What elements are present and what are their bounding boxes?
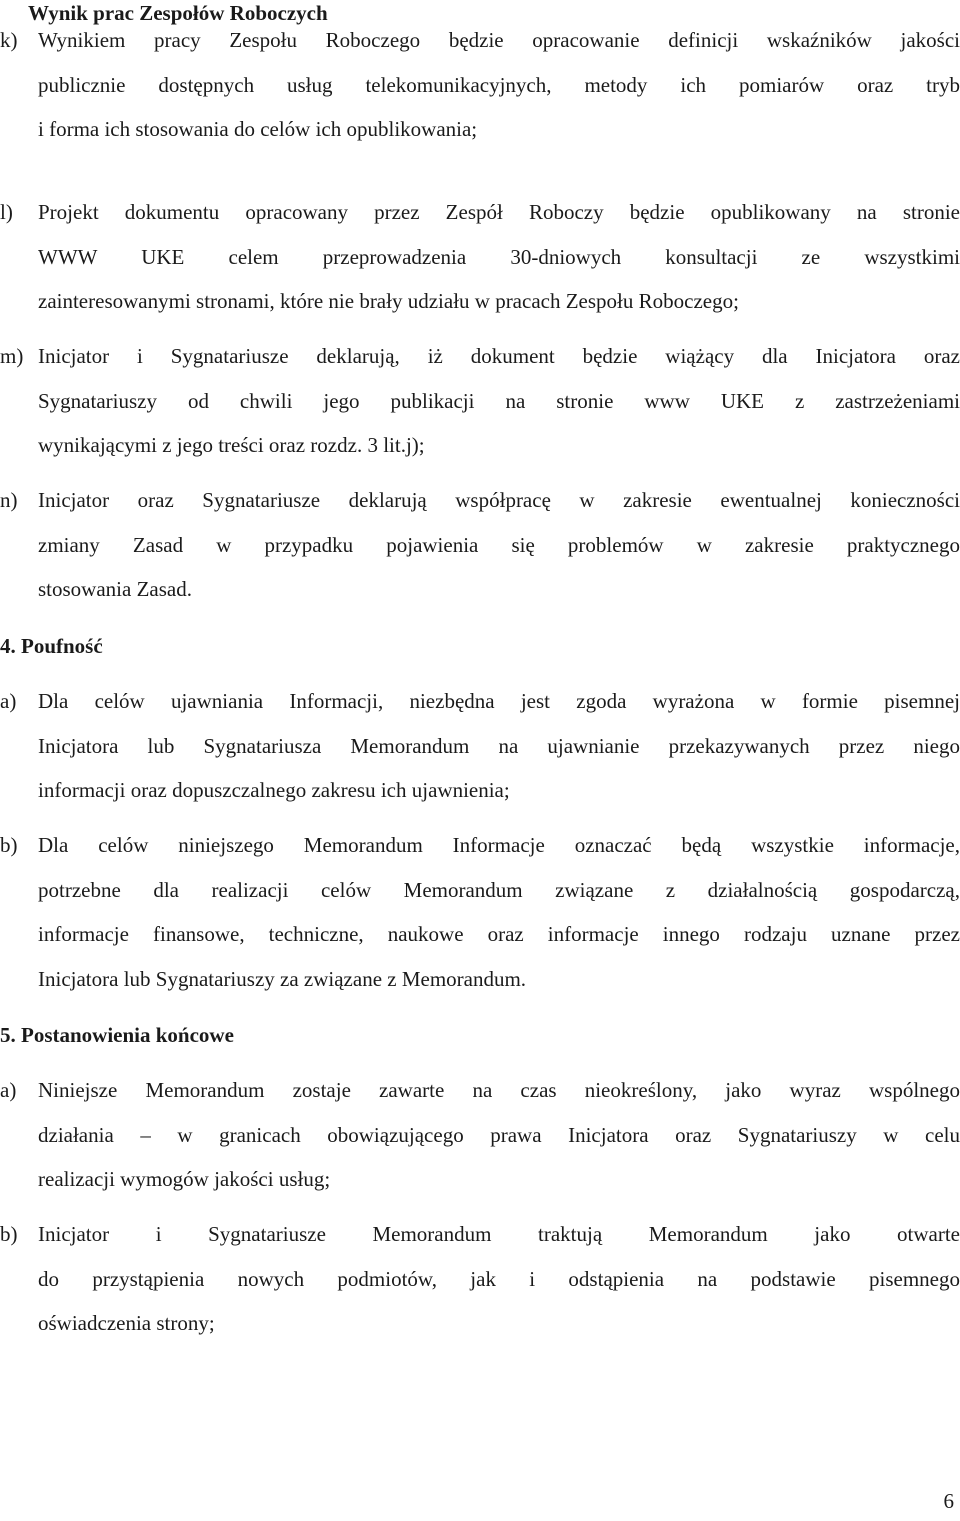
- text-line: do przystąpienia nowych podmiotów, jak i odstąpienia na podstawie pisemnego: [38, 1266, 960, 1291]
- text-line: WWW UKE celem przeprowadzenia 30-dniowych konsultacji ze wszystkimi: [38, 244, 960, 269]
- text-line: Wynikiem pracy Zespołu Roboczego będzie opracowanie definicji wskaźników jakości: [38, 28, 960, 52]
- text-line: Dla celów niniejszego Memorandum Informacje oznaczać będą wszystkie informacje,: [38, 833, 960, 857]
- text-line: publicznie dostępnych usług telekomunikacyjnych, metody ich pomiarów oraz tryb: [38, 72, 960, 97]
- section-heading-confidentiality: 4. Poufność: [0, 634, 103, 658]
- list-item-text: [38, 1068, 960, 1202]
- list-item-text: [38, 478, 960, 612]
- text-line: informacje finansowe, techniczne, naukowe oraz informacje innego rodzaju uznane przez: [38, 922, 960, 946]
- list-item-text: [38, 679, 960, 813]
- list-item-n: [0, 478, 960, 612]
- list-marker: m): [0, 344, 24, 368]
- list-item-text: [38, 190, 960, 324]
- list-item-m: [0, 334, 960, 468]
- text-line: Inicjatora lub Sygnatariuszy za związane z Memorandum.: [38, 966, 527, 991]
- list-item-text: [38, 823, 960, 1001]
- list-marker: a): [0, 689, 17, 713]
- list-marker: a): [0, 1078, 17, 1102]
- page-number: 6: [943, 1489, 954, 1513]
- text-line: Inicjator i Sygnatariusze deklarują, iż dokument będzie wiążący dla Inicjatora oraz: [38, 344, 960, 368]
- text-line: i forma ich stosowania do celów ich opublikowania;: [38, 117, 478, 141]
- list-item-a-final: [0, 1068, 960, 1202]
- list-item-b-final: [0, 1212, 960, 1346]
- list-marker: k): [0, 28, 18, 52]
- text-line: potrzebne dla realizacji celów Memorandum związane z działalnością gospodarczą,: [38, 877, 960, 902]
- section-heading-working-groups: Wynik prac Zespołów Roboczych: [28, 1, 328, 25]
- list-item-text: [38, 18, 960, 152]
- list-item-b-confidentiality: [0, 823, 960, 1001]
- text-line: zainteresowanymi stronami, które nie brały udziału w pracach Zespołu Roboczego;: [38, 289, 739, 313]
- list-item-text: [38, 1212, 960, 1346]
- text-line: zmiany Zasad w przypadku pojawienia się problemów w zakresie praktycznego: [38, 532, 960, 557]
- text-line: wynikającymi z jego treści oraz rozdz. 3 lit.j);: [38, 433, 425, 457]
- text-line: oświadczenia strony;: [38, 1311, 215, 1335]
- list-marker: b): [0, 833, 18, 857]
- list-item-a-confidentiality: [0, 679, 960, 813]
- list-item-text: [38, 334, 960, 468]
- list-item-k: [0, 18, 960, 152]
- section-heading-final-provisions: 5. Postanowienia końcowe: [0, 1023, 234, 1047]
- text-line: Projekt dokumentu opracowany przez Zespół Roboczy będzie opublikowany na stronie: [38, 200, 960, 224]
- list-marker: n): [0, 488, 18, 512]
- text-line: Inicjatora lub Sygnatariusza Memorandum na ujawnianie przekazywanych przez niego: [38, 733, 960, 758]
- text-line: stosowania Zasad.: [38, 577, 192, 601]
- text-line: Niniejsze Memorandum zostaje zawarte na czas nieokreślony, jako wyraz wspólnego: [38, 1078, 960, 1102]
- text-line: informacji oraz dopuszczalnego zakresu ich ujawnienia;: [38, 778, 510, 802]
- list-marker: b): [0, 1222, 18, 1246]
- list-item-l: [0, 190, 960, 324]
- text-line: realizacji wymogów jakości usług;: [38, 1167, 331, 1191]
- list-marker: l): [0, 200, 13, 224]
- text-line: Inicjator oraz Sygnatariusze deklarują współpracę w zakresie ewentualnej konieczności: [38, 488, 960, 512]
- text-line: działania – w granicach obowiązującego prawa Inicjatora oraz Sygnatariuszy w celu: [38, 1122, 960, 1147]
- text-line: Inicjator i Sygnatariusze Memorandum traktują Memorandum jako otwarte: [38, 1222, 960, 1246]
- text-line: Dla celów ujawniania Informacji, niezbędna jest zgoda wyrażona w formie pisemnej: [38, 689, 960, 713]
- text-line: Sygnatariuszy od chwili jego publikacji na stronie www UKE z zastrzeżeniami: [38, 388, 960, 413]
